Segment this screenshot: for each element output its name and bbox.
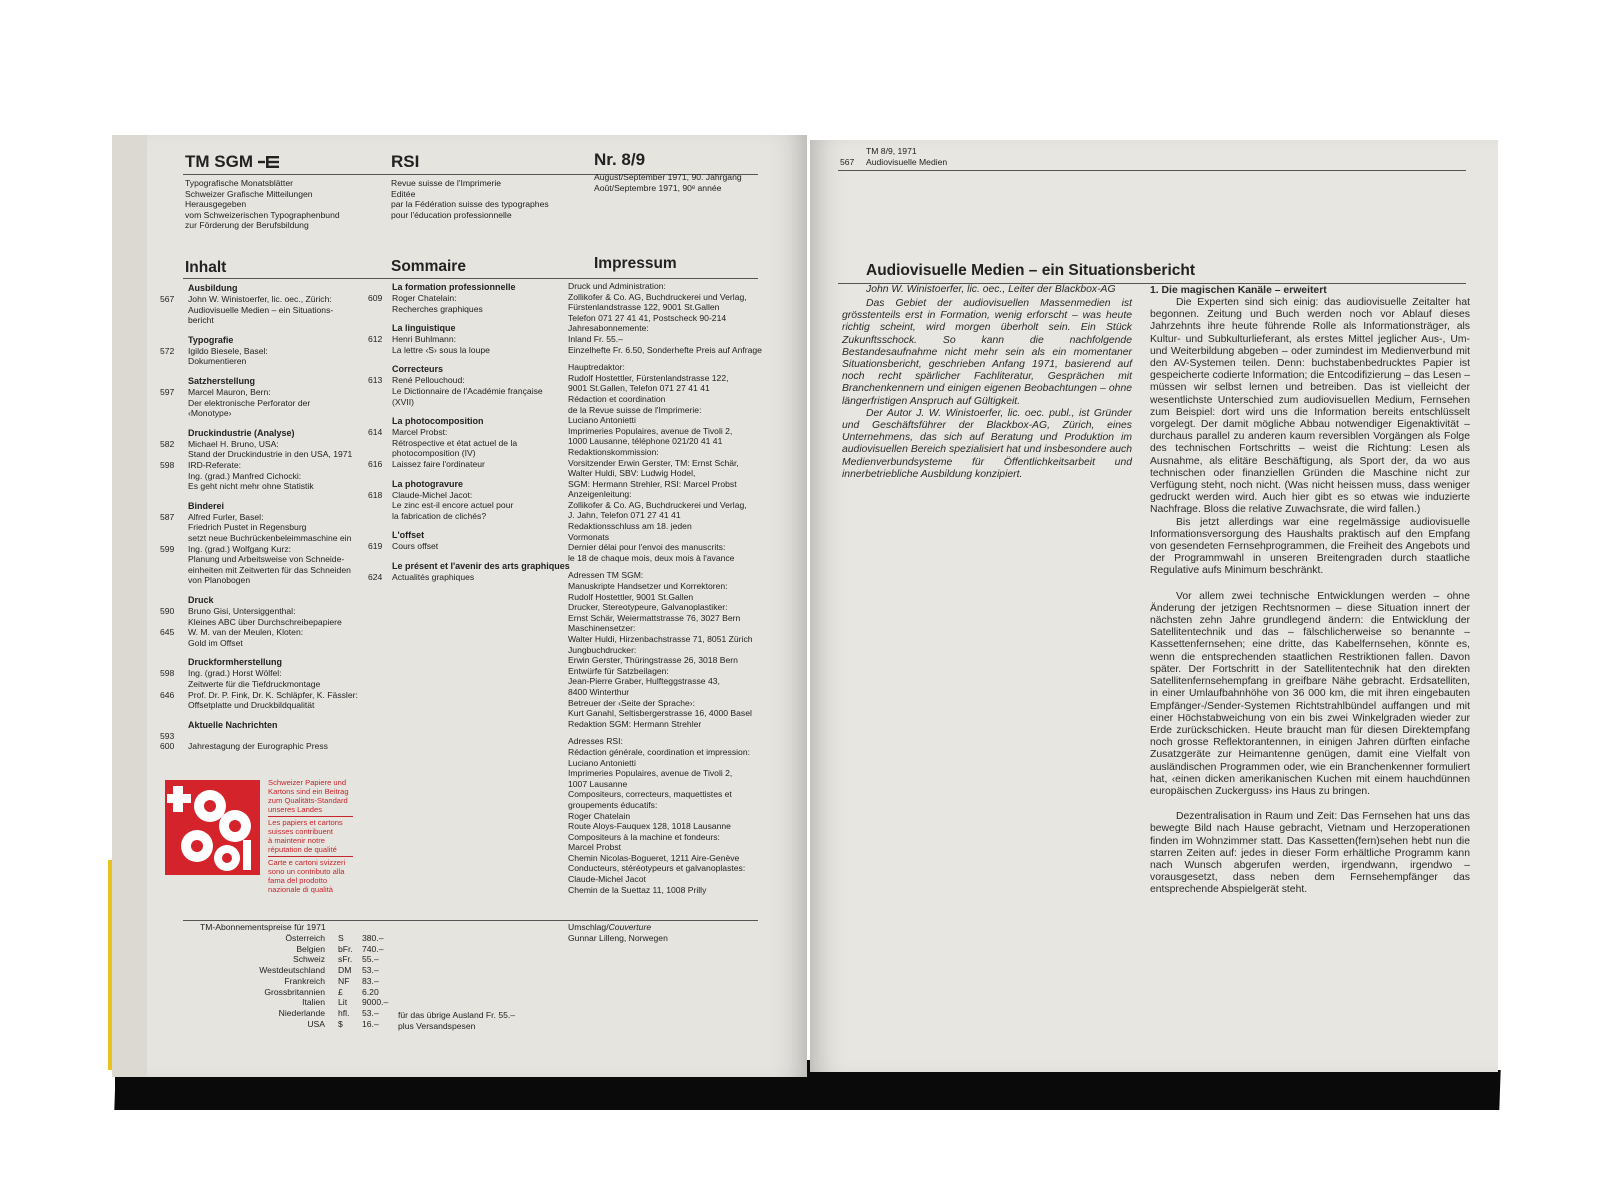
running-head-section: Audiovisuelle Medien [866, 157, 948, 167]
tm-line: Herausgegeben [185, 199, 247, 210]
impressum-line: Claude-Michel Jacot [568, 874, 646, 885]
contents-entry-line: ‹Monotype› [188, 408, 232, 419]
contents-entry-line: René Pellouchoud: [392, 375, 465, 386]
contents-entry-line: Offsetplatte und Druckbildqualität [188, 700, 315, 711]
abo-price: 740.– [362, 943, 384, 954]
impressum-line: Anzeigenleitung: [568, 489, 632, 500]
contents-entry-line: Planung und Arbeitsweise von Schneide- [188, 554, 345, 565]
logo-text-it [268, 858, 345, 894]
masthead-issue-number: Nr. 8/9 [594, 150, 646, 169]
contents-entry-line: Ing. (grad.) Wolfgang Kurz: [188, 543, 292, 554]
body-paragraph: Bis jetzt allerdings war eine regelmässige audiovisuelle Informationsversorgung des Haushalts praktisch auf den Empfang von gesendeten Fernsehprogrammen, die Freiheit des Angebots und der Programmwahl in unseren Breitengraden durch staatliche Regulative aufs Minimum beschränkt. [1150, 516, 1470, 577]
impressum-block [568, 281, 762, 895]
masthead-tm-lines [185, 178, 340, 231]
impressum-line: Chemin de la Suettaz 11, 1008 Prilly [568, 884, 707, 895]
contents-section-title: La linguistique [392, 323, 456, 334]
contents-entry-line: setzt neue Buchrückenbeleimmaschine ein [188, 533, 352, 543]
intro-paragraph: Der Autor J. W. Winistoerfer, lic. oec. publ., ist Gründer und Geschäftsführer der Blackbox-AG, Zürich, eines Unternehmens, das sich auf Beratung und Produktion im audiovisuellen Bereich spezialisiert hat und insbesondere auch Medienverbundsysteme für Öffentlichkeitsarbeit und innerbetriebliche Ausbildung konzipiert. [842, 407, 1132, 480]
contents-entry-line: Stand der Druckindustrie in den USA, 1971 [188, 449, 353, 460]
logo-divider [268, 816, 353, 817]
impressum-line: Chemin Nicolas-Bogueret, 1211 Aire-Genève [568, 852, 740, 863]
running-head-rule [838, 170, 1466, 171]
logo-line: Carte e cartoni svizzeri [268, 858, 346, 867]
impressum-line: Einzelhefte Fr. 6.50, Sonderhefte Preis auf Anfrage [568, 344, 762, 355]
impressum-line: Betreuer der ‹Seite der Sprache›: [568, 697, 696, 708]
contents-page-number: 582 [160, 438, 175, 449]
abo-price: 55.– [362, 954, 379, 965]
contents-entry-line: Alfred Furler, Basel: [188, 511, 264, 522]
contents-section-title: Satzherstellung [188, 376, 256, 386]
contents-entry-line: Friedrich Pustet in Regensburg [188, 522, 307, 533]
logo-line: nazionale di qualità [268, 885, 334, 894]
abo-note-line: für das übrige Ausland Fr. 55.– [398, 1010, 516, 1020]
date-line: August/September 1971, 90. Jahrgang [594, 172, 742, 182]
contents-entry-line: la fabrication de clichés? [392, 510, 487, 521]
contents-entry-line: Ing. (grad.) Manfred Cichocki: [188, 470, 302, 481]
umschlag-label-fr: Couverture [608, 922, 652, 932]
abo-currency: £ [338, 986, 343, 997]
contents-entry-line: Dokumentieren [188, 356, 247, 367]
contents-entry-line: Laissez faire l'ordinateur [392, 459, 485, 469]
contents-entry-line: von Planobogen [188, 575, 251, 586]
contents-page-number: 598 [160, 460, 175, 470]
abo-currency: sFr. [338, 954, 353, 965]
impressum-line: Drucker, Stereotypeure, Galvanoplastiker: [568, 602, 728, 613]
impressum-line [568, 355, 762, 362]
contents-page-number: 612 [368, 334, 383, 345]
contents-section-title: La photogravure [392, 478, 464, 489]
contents-entry-line: John W. Winistoerfer, lic. oec., Zürich: [188, 294, 332, 304]
abo-currency: DM [338, 965, 352, 976]
abo-country: Belgien [296, 943, 325, 954]
abo-price: 16.– [362, 1018, 379, 1029]
masthead-rsi-title: RSI [391, 152, 420, 171]
article-intro [842, 298, 1132, 481]
contents-entry-line: W. M. van der Meulen, Kloten: [188, 627, 304, 638]
contents-section-title: Le présent et l'avenir des arts graphiques [392, 561, 570, 571]
rsi-line: pour l'éducation professionnelle [391, 209, 512, 220]
impressum-line: Walter Huldi, SBV: Ludwig Hodel, [568, 468, 696, 479]
contents-entry-line: Marcel Mauron, Bern: [188, 387, 271, 397]
contents-page-number: 567 [160, 294, 175, 304]
abo-country: Niederlande [278, 1007, 325, 1018]
impressum-line: Rudolf Hostettler, 9001 St.Gallen [568, 591, 694, 602]
contents-page-number: 600 [160, 741, 175, 752]
contents-section-title: Druck [188, 595, 214, 605]
abo-currency: S [338, 933, 344, 943]
impressum-line: Telefon 071 27 41 41, Postscheck 90-214 [568, 312, 727, 323]
impressum-line: Fürstenlandstrasse 122, 9001 St.Gallen [568, 302, 720, 313]
impressum-line: Redaktion SGM: Hermann Strehler [568, 718, 702, 729]
impressum-line: Entwürfe für Satzbeilagen: [568, 665, 669, 676]
contents-page-number: 619 [368, 541, 383, 552]
contents-page-number: 590 [160, 606, 175, 616]
impressum-line: Manuskripte Handsetzer und Korrektoren: [568, 581, 728, 592]
contents-entry-line: photocomposition (IV) [392, 448, 476, 459]
contents-entry-line: Recherches graphiques [392, 303, 483, 314]
impressum-line: 1007 Lausanne [568, 778, 628, 789]
contents-section-title: Ausbildung [188, 283, 238, 293]
contents-section-title: L'offset [392, 530, 425, 541]
impressum-line: de la Revue suisse de l'Imprimerie: [568, 404, 702, 415]
masthead-tm-title: TM SGM [185, 152, 280, 172]
impressum-line: Ernst Schär, Weiermattstrasse 76, 3027 Bern [568, 612, 741, 623]
contents-section-title: Aktuelle Nachrichten [188, 719, 278, 730]
contents-rule [183, 278, 758, 279]
impressum-line: Rédaction générale, coordination et impression: [568, 746, 751, 757]
impressum-line: Jungbuchdrucker: [568, 644, 637, 655]
contents-entry-line: Le Dictionnaire de l'Académie française [392, 386, 543, 396]
logo-line: zum Qualitäts-Standard [268, 796, 348, 805]
contents-page-number: 609 [368, 293, 383, 303]
contents-entry-line: Der elektronische Perforator der [188, 397, 311, 408]
umschlag-credit [568, 922, 668, 943]
bottom-rule [183, 920, 758, 921]
abo-country: Italien [302, 997, 325, 1008]
body-paragraph: Vor allem zwei technische Entwicklungen werden – ohne Änderung der jetzigen Rechtsnormen – diese Situation innert der nächsten zehn Jahre grundlegend ändern: die Entwicklung der Satellitentechnik und das – fälschlicherweise so benannte – Kassettenfernsehen; eine dritte, das Kabelfernsehen, könnte es, wenn die entsprechenden staatlichen Restriktionen fallen. Davon später. Der Fortschritt in der Satellitentechnik hat den direkten Satellitenfernsehempfang in greifbare Nähe gebracht. Erdsatelliten, in einer Umlaufbahnhöhe von 36 000 km, die mit ihren eingebauten Empfänger-/Sender-Systemen Richtstrahlbündel auffangen und mit einer Höchstabweichung von ein bis zwei Winkelgraden wieder zur Erde zurückschicken. Heute braucht man für diesen Direktempfang noch grosse Reflektorantennen, in einigen Jahren dürften einfache Zusatzgeräte zur Heimantenne genügen, damit eine Vielfalt von ausländischen Programmen oder, wie ein Branchenkenner formuliert hat, ‹einen dicken amerikanischen Kuchen mit einem hauchdünnen europäischen Zuckerguss› ins Haus zu bringen. [1150, 590, 1470, 797]
abo-title: TM-Abonnementspreise für 1971 [200, 922, 326, 932]
contents-entry-line: Es geht nicht mehr ohne Statistik [188, 481, 314, 492]
abo-country: Österreich [285, 933, 325, 943]
impressum-line: SGM: Hermann Strehler, RSI: Marcel Probst [568, 478, 737, 489]
contents-entry-line: Le zinc est-il encore actuel pour [392, 500, 514, 511]
abo-price: 380.– [362, 933, 384, 943]
impressum-line: Jean-Pierre Graber, Hulfteggstrasse 43, [568, 676, 720, 687]
impressum-line: Imprimeries Populaires, avenue de Tivoli 2, [568, 768, 733, 779]
rsi-line: Revue suisse de l'Imprimerie [391, 178, 502, 188]
contents-section-title: Typografie [188, 334, 234, 345]
contents-entry-line: Actualités graphiques [392, 572, 475, 582]
contents-page-number: 624 [368, 572, 383, 582]
logo-line: suisses contribuent [268, 827, 334, 836]
intro-paragraph: Das Gebiet der audiovisuellen Massenmedien ist grösstenteils erst in Formation, wenig erforscht – was heute richtig scheint, wird morgen überholt sein. Ein Stück Zukunftsschock. So kann die nachfolgende Bestandesaufnahme nicht mehr sein als ein momentaner Situationsbericht, geschrieben Anfang 1971, basierend auf noch recht spärlicher Fachliteratur, Gesprächen mit Branchenkennern und einigen eigenen Beobachtungen – ohne längerfristigen Anspruch auf Gültigkeit. [842, 298, 1132, 407]
contents-page-number: 614 [368, 427, 383, 438]
contents-entry-line: Igildo Biesele, Basel: [188, 345, 268, 356]
impressum-line: 9001 St.Gallen, Telefon 071 27 41 41 [568, 383, 710, 394]
impressum-line: Luciano Antonietti [568, 757, 636, 768]
tm-line: Typografische Monatsblätter [185, 178, 293, 188]
masthead-date-lines [594, 172, 742, 193]
body-paragraph: Dezentralisation in Raum und Zeit: Das Fernsehen hat uns das bewegte Bild nach Hause gebracht, Vietnam und Herzoperationen finden im Wohnzimmer statt. Das Kassetten(fern)sehen hebt nun die starren Zeiten auf: jedes in dieser Form erhältliche Programm kann nach Wunsch abgerufen werden, irgendwann, irgendwo – vorausgesetzt, dass neben dem Fernsehempfänger das entsprechende Abspielgerät steht. [1150, 811, 1470, 896]
tm-line: Schweizer Grafische Mitteilungen [185, 188, 313, 199]
impressum-line: Erwin Gerster, Thüringstrasse 26, 3018 Bern [568, 655, 738, 666]
impressum-line: Redaktionsschluss am 18. jeden [568, 521, 692, 532]
impressum-line: Jahresabonnemente: [568, 323, 649, 334]
impressum-line: Inland Fr. 55.– [568, 333, 623, 344]
abo-currency: Lit [338, 997, 348, 1008]
impressum-line: Adresses RSI: [568, 736, 623, 747]
contents-page-number: 599 [160, 543, 175, 554]
inhalt-heading: Inhalt [185, 259, 227, 276]
impressum-line [568, 563, 762, 570]
impressum-line: Compositeurs à la machine et fondeurs: [568, 831, 720, 842]
abo-country: Schweiz [293, 954, 325, 965]
impressum-line: 8400 Winterthur [568, 686, 630, 697]
contents-entry-line: IRD-Referate: [188, 460, 242, 470]
impressum-line: Route Aloys-Fauquex 128, 1018 Lausanne [568, 821, 731, 832]
contents-entry-line: Zeitwerte für die Tiefdruckmontage [188, 679, 321, 689]
contents-entry-line: Roger Chatelain: [392, 293, 457, 303]
abo-country: Grossbritannien [264, 986, 325, 997]
impressum-line: Zollikofer & Co. AG, Buchdruckerei und Verlag, [568, 291, 747, 302]
contents-page-number: 613 [368, 375, 383, 386]
impressum-line: Rudolf Hostettler, Fürstenlandstrasse 122, [568, 372, 729, 383]
masthead-rsi-lines [391, 178, 549, 220]
contents-page-number: 587 [160, 511, 175, 522]
logo-text-fr [268, 818, 343, 854]
contents-entry-line: Henri Buhlmann: [392, 334, 457, 345]
section-heading: 1. Die magischen Kanäle – erweitert [1150, 285, 1327, 296]
contents-entry-line: bericht [188, 315, 214, 326]
logo-line: fama del prodotto [268, 876, 328, 885]
rsi-line: par la Fédération suisse des typographes [391, 199, 549, 210]
tm-line: vom Schweizerischen Typographenbund [185, 209, 340, 220]
impressum-line: Compositeurs, correcteurs, maquettistes et [568, 789, 732, 800]
tm-logo-icon [258, 154, 280, 168]
contents-entry-line: La lettre ‹S› sous la loupe [392, 344, 490, 355]
contents-entry-line: einheiten mit Zeitwerten für das Schneiden [188, 564, 351, 575]
abo-currency: hfl. [338, 1007, 350, 1018]
abo-price: 9000.– [362, 997, 389, 1008]
contents-entry-line: Michael H. Bruno, USA: [188, 438, 279, 449]
logo-line: sono un contributo alla [268, 867, 345, 876]
logo-line: Les papiers et cartons [268, 818, 343, 827]
article-title: Audiovisuelle Medien – ein Situationsbericht [866, 262, 1196, 279]
impressum-line: J. Jahn, Telefon 071 27 41 41 [568, 510, 681, 521]
impressum-line: Walter Huldi, Hirzenbachstrasse 71, 8051 Zürich [568, 634, 753, 644]
contents-page-number: 618 [368, 489, 383, 500]
running-head-issue: TM 8/9, 1971 [866, 146, 917, 156]
contents-section-title: La photocomposition [392, 416, 484, 427]
impressum-line: Marcel Probst [568, 842, 622, 853]
logo-line: Schweizer Papiere und [268, 778, 347, 787]
date-line: Août/Septembre 1971, 90ᵉ année [594, 182, 722, 193]
impressum-heading: Impressum [594, 255, 677, 272]
left-margin-strip [112, 135, 147, 1077]
contents-entry-line: Audiovisuelle Medien – ein Situations- [188, 304, 334, 315]
abo-currency: bFr. [338, 943, 353, 954]
impressum-line: Adressen TM SGM: [568, 570, 644, 581]
contents-page-number: 646 [160, 689, 175, 700]
abo-country: USA [307, 1018, 325, 1029]
logo-line: unseres Landes [268, 805, 323, 814]
contents-entry-line: Bruno Gisi, Untersiggenthal: [188, 606, 296, 616]
impressum-line: Maschinensetzer: [568, 623, 636, 634]
contents-page-number: 572 [160, 345, 175, 356]
umschlag-label: Umschlag/ [568, 922, 609, 932]
impressum-line: Redaktionskommission: [568, 446, 659, 457]
article-body [1150, 297, 1470, 897]
contents-section-title: Druckindustrie (Analyse) [188, 427, 295, 438]
logo-line: Kartons sind ein Beitrag [268, 787, 349, 796]
body-paragraph: Die Experten sind sich einig: das audiovisuelle Zeitalter hat begonnen. Zeitung und Buch werden noch vor Ablauf dieses Jahrzehnts ihre heute führende Rolle als Informationsträger, als Kultur- und Subkulturlieferant, als erstes Mittel jeglicher Aus-, Um- und Weiterbildung abgeben – oder zumindest im Medienverbund mit den AV-Systemen teilen. Denn: buchstabenbedrucktes Papier ist gespeicherte codierte Information; die Entcodifizierung – das Lesen – müssen wir selbst lernen und betreiben. Das ist vielleicht der wesentlichste Unterschied zum audiovisuellen Medium, Fernsehen zum Beispiel: dort wird uns die Information bereits entschlüsselt vorgelegt. Der damit mögliche Abbau notwendiger Eigenaktivität – durchaus parallel zu anderen kaum reversiblen Vorgängen als Folge des technischen Fortschritts – weist die Richtung: Lesen als Ausnahme, als elitäre Beschäftigung, als Sport der, da wo aus technischen oder finanziellen Gründen die Maschine nicht zur Verfügung steht, noch nicht. (Was nicht heissen muss, dass weniger gedruckt werden wird. Auch hier gibt es so etwas wie induzierte Nachfrage. Bloss die relative Zuwachsrate, die wird fallen.) [1150, 297, 1470, 516]
tm-line: zur Förderung der Berufsbildung [185, 220, 309, 231]
contents-entry-line: Gold im Offset [188, 637, 243, 648]
abo-price: 6.20 [362, 986, 379, 997]
impressum-line: Kurt Ganahl, Seltisbergerstrasse 16, 4000 Basel [568, 708, 752, 719]
logo-line: à maintenir notre [268, 836, 325, 845]
impressum-line: Zollikofer & Co. AG, Buchdruckerei und Verlag, [568, 499, 747, 510]
abo-country: Frankreich [284, 975, 325, 986]
impressum-line: Vorsitzender Erwin Gerster, TM: Ernst Schär, [568, 457, 739, 468]
impressum-line: Dernier délai pour l'envoi des manuscrits: [568, 542, 726, 553]
contents-section-title: Druckformherstellung [188, 657, 283, 668]
abo-currency: NF [338, 975, 350, 986]
contents-section-title: Binderei [188, 500, 225, 511]
contents-page-number: 597 [160, 387, 175, 397]
impressum-line: Druck und Administration: [568, 281, 666, 291]
rsi-line: Editée [391, 188, 416, 199]
abo-price: 83.– [362, 975, 379, 986]
contents-entry-line: Ing. (grad.) Horst Wölfel: [188, 668, 282, 679]
impressum-line: Imprimeries Populaires, avenue de Tivoli 2, [568, 425, 733, 436]
abo-price: 53.– [362, 1007, 379, 1018]
contents-page-number: 593 [160, 730, 175, 741]
impressum-line: Hauptredaktor: [568, 362, 625, 373]
contents-page-number: 645 [160, 627, 175, 638]
contents-entry-line: (XVII) [392, 396, 414, 407]
contents-page-number: 598 [160, 668, 175, 679]
impressum-line: le 18 de chaque mois, deux mois à l'avance [568, 552, 735, 563]
abo-currency: $ [338, 1018, 343, 1029]
impressum-line: Vormonats [568, 531, 610, 542]
article-byline: John W. Winistoerfer, lic. oec., Leiter der Blackbox-AG [866, 284, 1116, 295]
impressum-line: Luciano Antonietti [568, 415, 636, 426]
contents-entry-line: Prof. Dr. P. Fink, Dr. K. Schläpfer, K. Fässler: [188, 689, 358, 700]
contents-section-title: La formation professionnelle [392, 282, 516, 292]
abo-note [398, 1010, 515, 1031]
contents-entry-line: Kleines ABC über Durchschreibepapiere [188, 616, 342, 627]
contents-entry-line: Rétrospective et état actuel de la [392, 437, 518, 448]
contents-page-number: 616 [368, 459, 383, 469]
paper-quality-icon [165, 780, 260, 875]
logo-divider [268, 856, 353, 857]
swiss-paper-logo [165, 780, 260, 875]
contents-section-title: Correcteurs [392, 364, 444, 375]
impressum-line: Conducteurs, stéréotypeurs et galvanoplastes: [568, 863, 746, 874]
impressum-line: groupements éducatifs: [568, 799, 658, 810]
logo-text-de [268, 778, 349, 814]
contents-entry-line: Marcel Probst: [392, 427, 448, 438]
umschlag-name: Gunnar Lilleng, Norwegen [568, 932, 668, 943]
impressum-line: Rédaction et coordination [568, 393, 666, 404]
impressum-line: Roger Chatelain [568, 810, 631, 821]
sommaire-heading: Sommaire [391, 258, 466, 275]
impressum-line: 1000 Lausanne, téléphone 021/20 41 41 [568, 436, 723, 447]
logo-line: réputation de qualité [268, 845, 337, 854]
contents-entry-line: Jahrestagung der Eurographic Press [188, 741, 328, 752]
contents-entry-line: Claude-Michel Jacot: [392, 489, 473, 500]
impressum-line [568, 729, 762, 736]
contents-entry-line: Cours offset [392, 541, 439, 552]
abo-price: 53.– [362, 965, 379, 976]
abo-note-line: plus Versandspesen [398, 1020, 476, 1031]
abo-country: Westdeutschland [259, 965, 325, 976]
running-head-page: 567 [840, 157, 855, 167]
